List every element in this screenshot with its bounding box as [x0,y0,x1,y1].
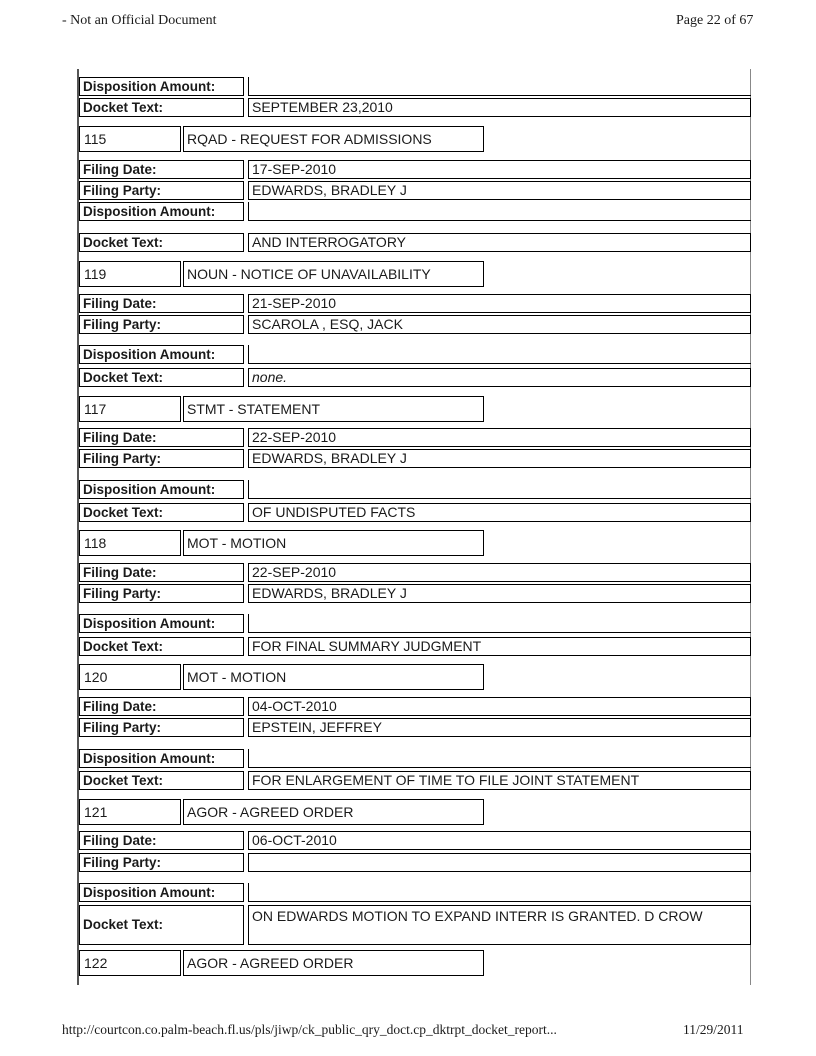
docket-number: 117 [79,396,181,422]
disposition-amount-value [248,614,751,633]
filing-date-value: 17-SEP-2010 [248,160,751,179]
disposition-amount-value [248,345,751,364]
docket-text-label: Docket Text: [79,771,244,790]
filing-date-label: Filing Date: [79,294,244,313]
docket-number: 121 [79,799,181,825]
docket-code: AGOR - AGREED ORDER [183,799,484,825]
filing-party-value: SCAROLA , ESQ, JACK [248,315,751,334]
disposition-amount-value [248,77,751,96]
disposition-amount-label: Disposition Amount: [79,202,244,221]
docket-text-label: Docket Text: [79,905,244,945]
filing-date-label: Filing Date: [79,831,244,850]
docket-number: 120 [79,664,181,690]
filing-date-value: 22-SEP-2010 [248,563,751,582]
docket-code: NOUN - NOTICE OF UNAVAILABILITY [183,261,484,287]
filing-party-value: EDWARDS, BRADLEY J [248,584,751,603]
filing-date-label: Filing Date: [79,697,244,716]
docket-text-value: ON EDWARDS MOTION TO EXPAND INTERR IS GRANTED. D CROW [248,905,751,945]
filing-date-label: Filing Date: [79,160,244,179]
filing-party-value: EPSTEIN, JEFFREY [248,718,751,737]
filing-party-label: Filing Party: [79,315,244,334]
filing-party-label: Filing Party: [79,853,244,872]
docket-text-label: Docket Text: [79,637,244,656]
docket-code: STMT - STATEMENT [183,396,484,422]
filing-party-label: Filing Party: [79,181,244,200]
docket-text-value: SEPTEMBER 23,2010 [248,98,751,117]
disposition-amount-value [248,883,751,902]
print-date: 11/29/2011 [683,1022,744,1037]
disposition-amount-label: Disposition Amount: [79,480,244,499]
disposition-amount-label: Disposition Amount: [79,614,244,633]
docket-code: AGOR - AGREED ORDER [183,950,484,976]
filing-party-value [248,853,751,872]
filing-date-value: 21-SEP-2010 [248,294,751,313]
filing-party-label: Filing Party: [79,584,244,603]
disposition-amount-value [248,749,751,768]
filing-party-label: Filing Party: [79,449,244,468]
filing-date-value: 22-SEP-2010 [248,428,751,447]
docket-text-value: AND INTERROGATORY [248,233,751,252]
filing-date-label: Filing Date: [79,563,244,582]
docket-text-label: Docket Text: [79,98,244,117]
docket-text-label: Docket Text: [79,233,244,252]
disposition-amount-value [248,480,751,499]
document-disclaimer: - Not an Official Document [62,13,217,28]
docket-text-label: Docket Text: [79,368,244,387]
docket-number: 122 [79,950,181,976]
disposition-amount-label: Disposition Amount: [79,749,244,768]
docket-number: 119 [79,261,181,287]
docket-code: MOT - MOTION [183,664,484,690]
source-url: http://courtcon.co.palm-beach.fl.us/pls/jiwp/ck_public_qry_doct.cp_dktrpt_docket_report... [62,1022,557,1037]
docket-text-value: FOR ENLARGEMENT OF TIME TO FILE JOINT STATEMENT [248,771,751,790]
filing-date-value: 06-OCT-2010 [248,831,751,850]
page-number: Page 22 of 67 [676,13,754,28]
disposition-amount-value [248,202,751,221]
disposition-amount-label: Disposition Amount: [79,345,244,364]
docket-text-value: OF UNDISPUTED FACTS [248,503,751,522]
docket-code: RQAD - REQUEST FOR ADMISSIONS [183,126,484,152]
disposition-amount-label: Disposition Amount: [79,883,244,902]
docket-text-label: Docket Text: [79,503,244,522]
docket-number: 118 [79,530,181,556]
docket-text-value: none. [248,368,751,387]
filing-date-label: Filing Date: [79,428,244,447]
filing-party-label: Filing Party: [79,718,244,737]
docket-code: MOT - MOTION [183,530,484,556]
docket-text-value: FOR FINAL SUMMARY JUDGMENT [248,637,751,656]
disposition-amount-label: Disposition Amount: [79,77,244,96]
filing-party-value: EDWARDS, BRADLEY J [248,181,751,200]
docket-number: 115 [79,126,181,152]
filing-date-value: 04-OCT-2010 [248,697,751,716]
filing-party-value: EDWARDS, BRADLEY J [248,449,751,468]
